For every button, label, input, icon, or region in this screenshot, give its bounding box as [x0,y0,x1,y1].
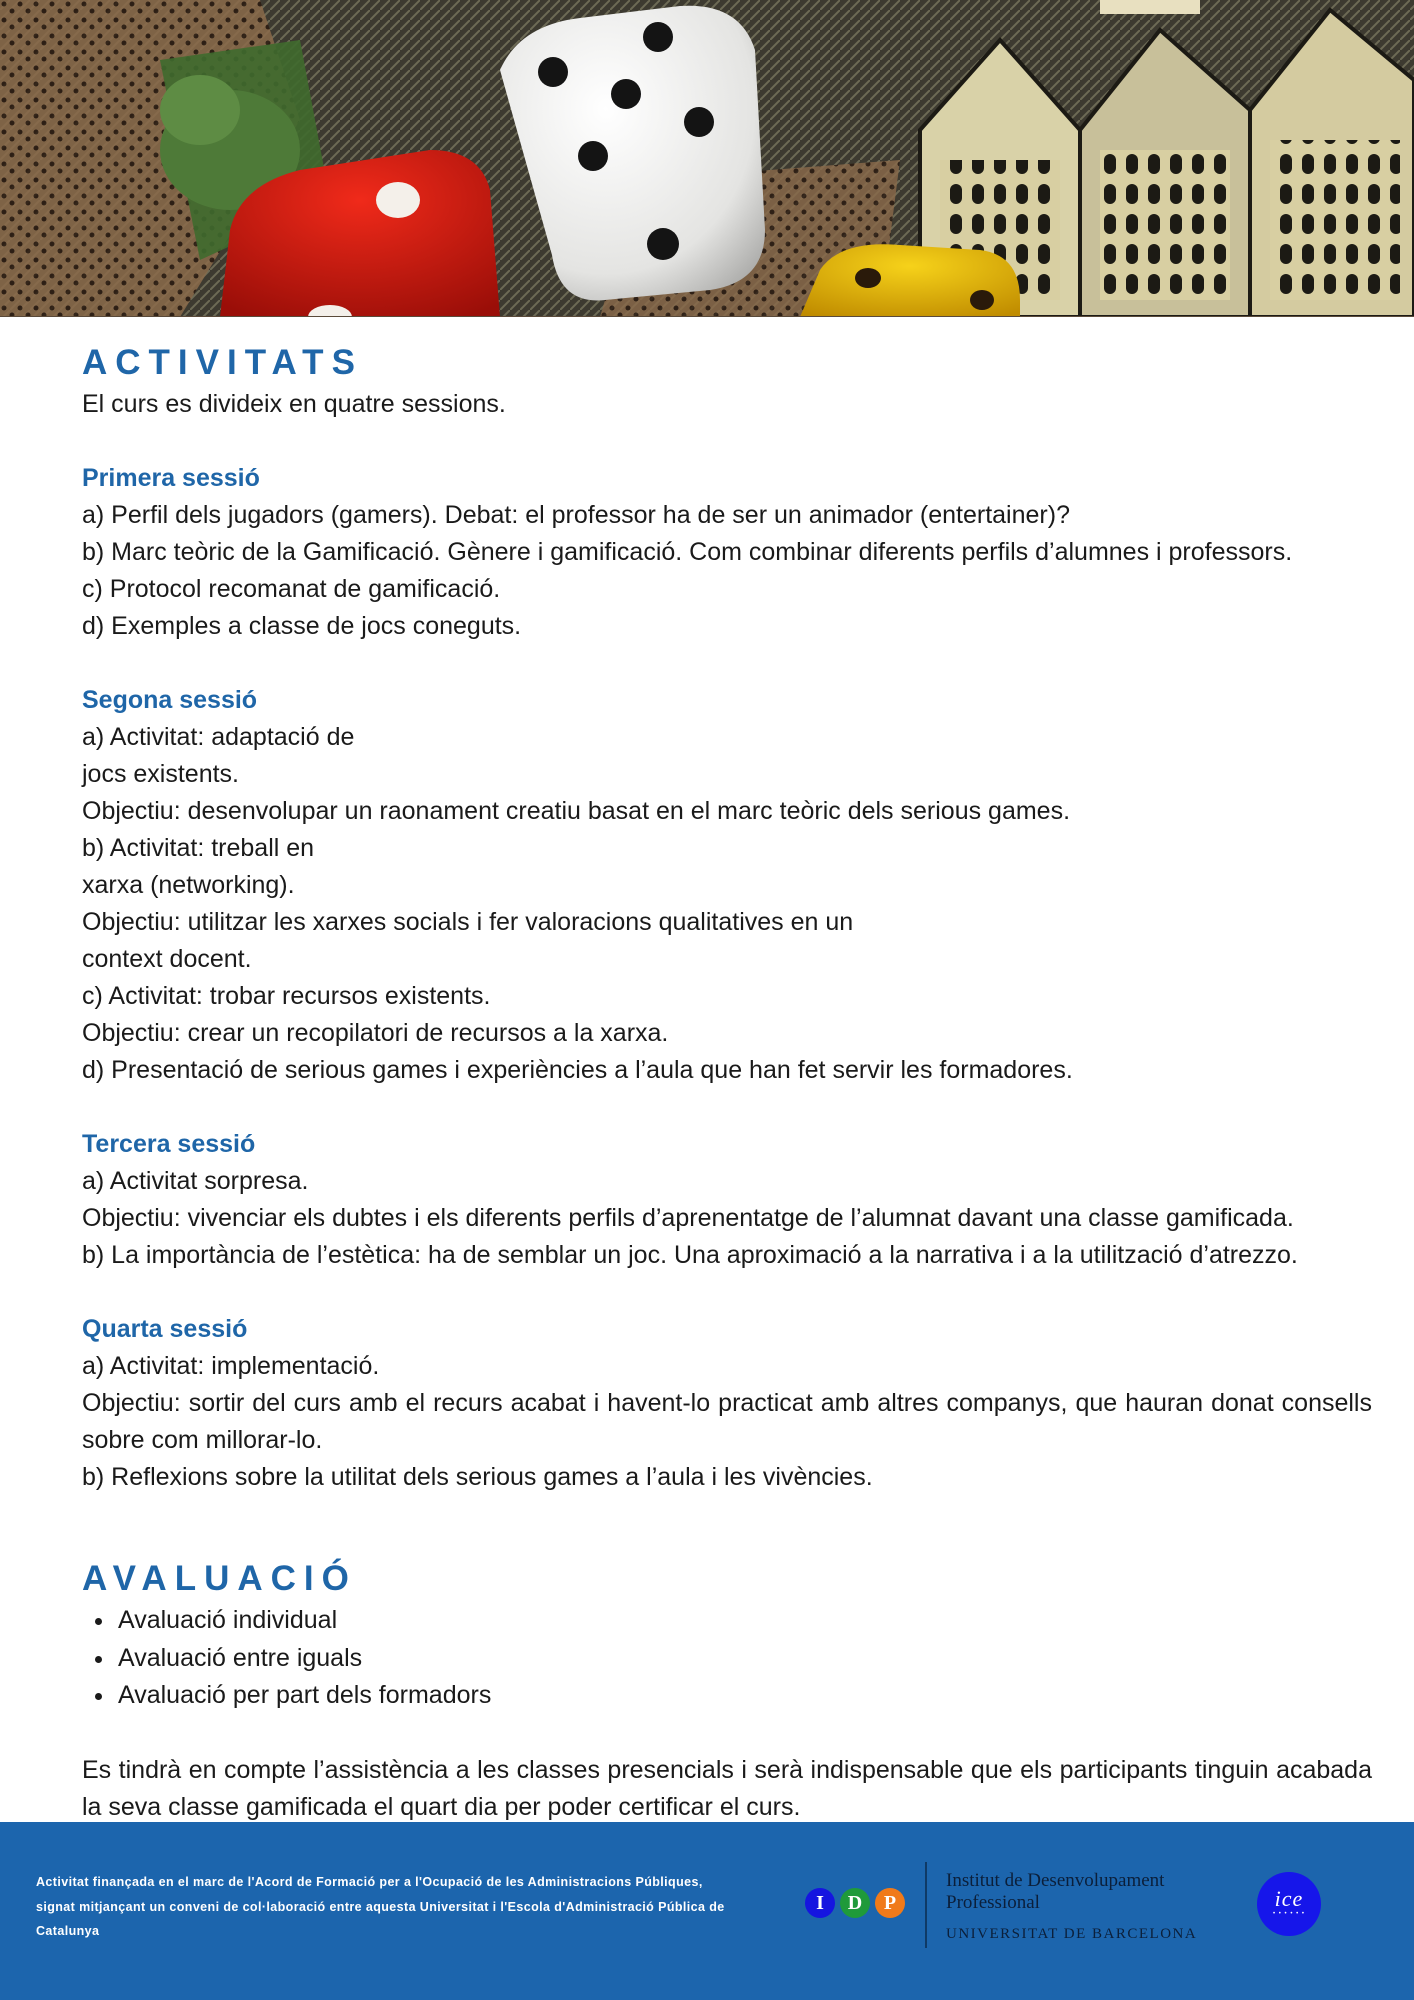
university-name: UNIVERSITAT DE BARCELONA [946,1926,1198,1942]
session-4-line: b) Reflexions sobre la utilitat dels serious games a l’aula i les vivències. [82,1463,873,1491]
avaluacio-list [82,1602,1372,1715]
session-3-line: a) Activitat sorpresa. [82,1167,309,1195]
session-1-title: Primera sessió [82,464,260,492]
ice-logo [1257,1872,1321,1936]
session-2-line: Objectiu: desenvolupar un raonament creatiu basat en el marc teòric dels serious games. [82,797,1071,825]
avaluacio-heading: AVALUACIÓ [82,1559,357,1598]
session-2-line: c) Activitat: trobar recursos existents. [82,982,491,1010]
list-item: • Avaluació entre iguals [116,1640,1372,1678]
session-1-line: d) Exemples a classe de jocs coneguts. [82,612,522,640]
list-item: • Avaluació individual [116,1602,1372,1640]
ice-logo-dots: • • • • • • [1273,1911,1305,1917]
session-3-line: b) La importància de l’estètica: ha de semblar un joc. Una aproximació a la narrativa i a la utilització d’atrezzo. [82,1241,1298,1269]
header-photo-dice [0,0,1414,317]
session-2-line: Objectiu: utilitzar les xarxes socials i fer valoracions qualitatives en un [82,908,854,936]
session-1-line: c) Protocol recomanat de gamificació. [82,575,501,603]
session-2-line: context docent. [82,945,252,973]
session-3-line: Objectiu: vivenciar els dubtes i els diferents perfils d’aprenentatge de l’alumnat davant una classe gamificada. [82,1204,1294,1232]
idp-logo-i: I [805,1888,835,1918]
session-4-line: Objectiu: sortir del curs amb el recurs acabat i havent-lo practicat amb altres companys, que hauran donat consells sobre com millorar-lo. [82,1389,1372,1454]
session-4-line: a) Activitat: implementació. [82,1352,380,1380]
session-2-title: Segona sessió [82,686,258,714]
list-item: • Avaluació per part dels formadors [116,1677,1372,1715]
avaluacio-note: Es tindrà en compte l’assistència a les classes presencials i serà indispensable que els participants tinguin acabada la seva classe gamificada el quart dia per poder certificar el curs. [82,1755,1372,1821]
footer [0,1822,1414,2000]
idp-logo-p: P [875,1888,905,1918]
session-2-line: d) Presentació de serious games i experiències a l’aula que han fet servir les formadores. [82,1056,1073,1084]
session-2-line: b) Activitat: treball en [82,834,315,862]
session-1-line: a) Perfil dels jugadors (gamers). Debat: el professor ha de ser un animador (entertainer)? [82,501,1070,529]
session-2-line: a) Activitat: adaptació de [82,723,355,751]
session-2-line: jocs existents. [82,760,240,788]
session-2-line: Objectiu: crear un recopilatori de recursos a la xarxa. [82,1019,669,1047]
session-4-title: Quarta sessió [82,1315,248,1343]
session-2-line: xarxa (networking). [82,871,295,899]
institute-name: Institut de Desenvolupament Professional [946,1870,1165,1913]
session-1-line: b) Marc teòric de la Gamificació. Gènere i gamificació. Com combinar diferents perfils d’alumnes i professors. [82,538,1293,566]
ice-logo-text: ice [1274,1886,1304,1911]
main-content [82,340,1372,1826]
activitats-heading: ACTIVITATS [82,343,363,382]
activitats-intro: El curs es divideix en quatre sessions. [82,390,506,418]
footer-funding-text: Activitat finançada en el marc de l'Acord de Formació per a l'Ocupació de les Administracions Públiques, signat mitjançant un conveni de col·laboració entre aquesta Universitat i l'Escola d'Administració Pública de Catalunya [36,1875,725,1938]
session-3-title: Tercera sessió [82,1130,256,1158]
logo-divider [925,1862,927,1948]
idp-logo-d: D [840,1888,870,1918]
